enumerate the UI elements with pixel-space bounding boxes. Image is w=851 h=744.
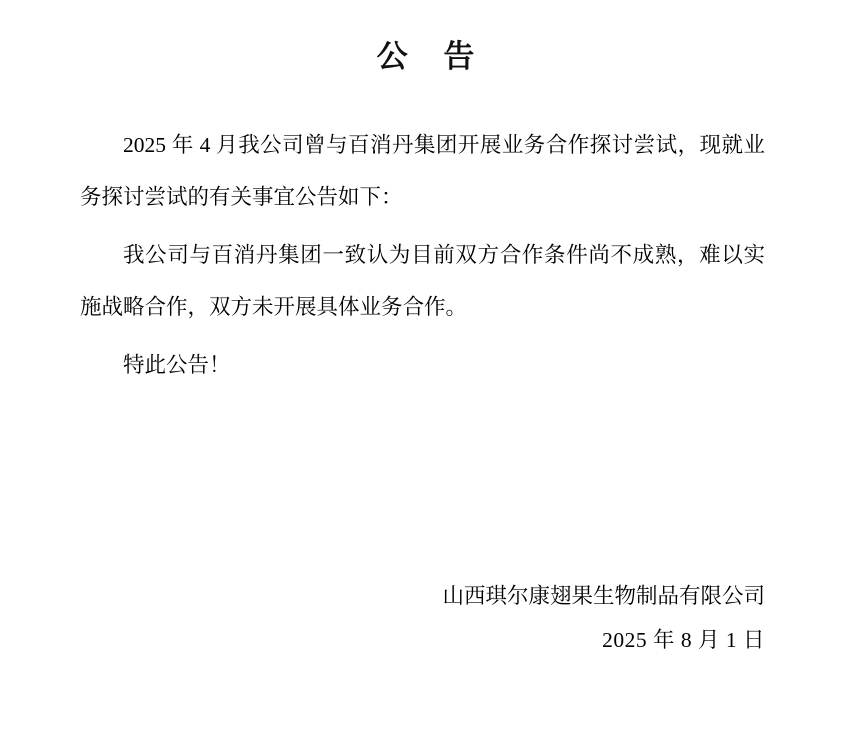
signature-company: 山西琪尔康翅果生物制品有限公司 <box>442 584 765 608</box>
paragraph: 我公司与百消丹集团一致认为目前双方合作条件尚不成熟，难以实施战略合作，双方未开展具体业务合作。 <box>80 243 765 320</box>
document-body <box>0 119 851 391</box>
page-title: 公 告 <box>376 39 489 74</box>
signature-date: 2025 年 8 月 1 日 <box>602 628 765 652</box>
signature-block <box>442 574 765 662</box>
paragraph: 2025 年 4 月我公司曾与百消丹集团开展业务合作探讨尝试，现就业务探讨尝试的有关事宜公告如下： <box>80 133 765 210</box>
paragraph: 特此公告！ <box>123 353 231 378</box>
